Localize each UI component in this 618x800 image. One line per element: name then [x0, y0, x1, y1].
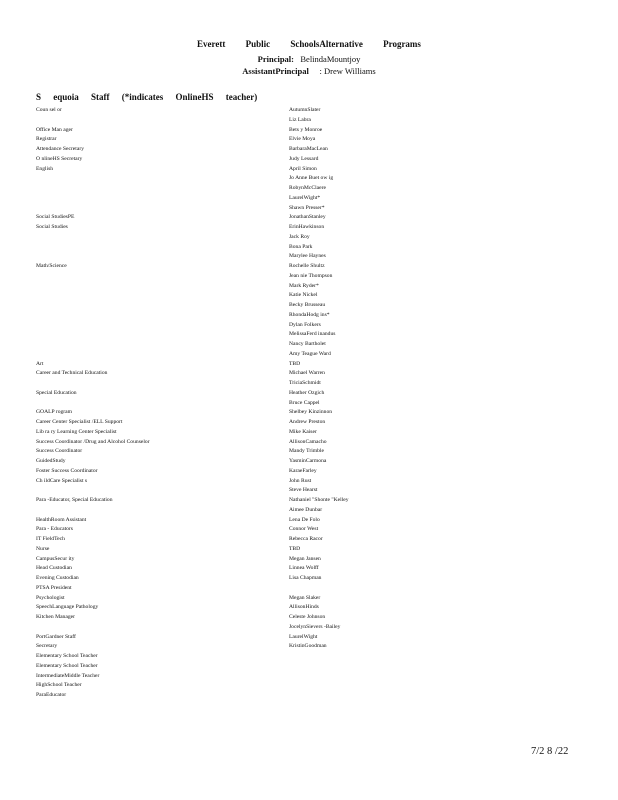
role-row: [36, 486, 150, 496]
role-row: [36, 174, 150, 184]
staff-name-row: Katie Nickel: [289, 292, 318, 299]
role-row: HealthRoom Assistant: [36, 516, 87, 523]
roles-column: [36, 106, 150, 701]
staff-name-row: Aimee Dunbar: [289, 506, 323, 513]
staff-name-row: Liz Labra: [289, 116, 311, 123]
role-row: Social Studies: [36, 224, 68, 230]
staff-name-row: Bruce Cappel: [289, 399, 320, 406]
role-row: Head Custodian: [36, 565, 72, 572]
principal-name: BelindaMountjoy: [300, 54, 361, 64]
staff-name-row: BarbaraMacLean: [289, 146, 328, 152]
staff-name-row: JocelynSievers -Bailey: [289, 623, 341, 630]
role-row: Lib ra ry Learning Center Specialist: [36, 428, 117, 435]
staff-name-row: MelissaFerd inandus: [289, 331, 336, 338]
staff-name-row: Bets y Monroe: [289, 126, 323, 133]
role-row: SpeechLanguage Pathology: [36, 604, 99, 611]
role-row: [36, 623, 150, 633]
staff-name-row: RobynMcClaere: [289, 185, 326, 191]
staff-name-row: Rebecca Racor: [289, 536, 323, 542]
role-row: Attendance Secretary: [36, 146, 84, 152]
role-row: Psychologist: [36, 594, 65, 601]
staff-name-row: Judy Lessard: [289, 155, 319, 162]
role-row: Career and Technical Education: [36, 370, 108, 377]
staff-name-row: TriciaSchmidt: [289, 380, 321, 386]
role-row: [36, 194, 150, 204]
role-row: [36, 272, 150, 282]
role-row: [36, 233, 150, 243]
staff-name-row: Bona Park: [289, 243, 313, 250]
role-row: PortGardner Staff: [36, 633, 76, 640]
staff-name-row: Heather Ozgich: [289, 389, 325, 396]
role-row: ParaEducator: [36, 692, 67, 698]
role-row: [36, 291, 150, 301]
role-row: [36, 282, 150, 292]
role-row: English: [36, 165, 54, 172]
role-row: Special Education: [36, 389, 77, 396]
role-row: Kitchen Manager: [36, 614, 75, 620]
role-row: [36, 379, 150, 389]
staff-name-row: TBD: [289, 360, 301, 367]
staff-name-row: AllisonCamacho: [289, 438, 327, 445]
assistant-principal-name: : Drew Williams: [319, 66, 376, 76]
role-row: Success Coordinator: [36, 448, 83, 455]
role-row: [36, 116, 150, 126]
role-row: Para -Educator, Special Education: [36, 497, 113, 503]
staff-name-row: Mandy Trimble: [289, 448, 324, 455]
staff-name-row: Rochelle Shultz: [289, 263, 325, 269]
staff-name-row: AllisonHinds: [289, 604, 319, 611]
staff-name-row: JonathanStanley: [289, 214, 326, 221]
staff-name-row: Jo Anne Buet ow ig: [289, 175, 334, 182]
staff-name-row: LaurelWight*: [289, 194, 321, 201]
role-row: O nlineHS Secretary: [36, 155, 83, 162]
staff-name-row: Michael Warren: [289, 370, 325, 377]
staff-name-row: Lisa Chapman: [289, 575, 322, 581]
staff-name-row: Jack Roy: [289, 233, 310, 240]
role-row: [36, 321, 150, 331]
staff-name-row: Jean nie Thompson: [289, 272, 333, 279]
role-row: Career Center Specialist /ELL Support: [36, 419, 123, 425]
principal-line: [0, 54, 618, 64]
staff-name-row: YasminCarmona: [289, 458, 327, 464]
staff-name-row: Amy Teague Ward: [289, 350, 331, 357]
role-row: [36, 243, 150, 253]
role-row: Ch ildCare Specialist s: [36, 477, 88, 484]
role-row: PTSA President: [36, 584, 72, 591]
staff-name-row: Shelbey Kinzinnon: [289, 409, 333, 416]
staff-name-row: Elvie Moya: [289, 136, 316, 143]
footer-date: 7/2 8 /22: [531, 746, 569, 757]
role-row: Math/Science: [36, 263, 67, 269]
role-row: [36, 204, 150, 214]
staff-name-row: TBD: [289, 545, 301, 552]
staff-name-row: Dylan Folkers: [289, 321, 321, 328]
role-row: Secretary: [36, 643, 58, 650]
role-row: [36, 399, 150, 409]
role-row: IT FieldTech: [36, 536, 65, 542]
staff-name-row: April Simon: [289, 165, 317, 172]
staff-name-row: Nancy Bartholet: [289, 341, 326, 347]
role-row: [36, 340, 150, 350]
role-row: [36, 252, 150, 262]
role-row: Nurse: [36, 545, 50, 552]
staff-name-row: RhondaHodg ins*: [289, 311, 330, 318]
section-title: S equoia Staff (*indicates OnlineHS teacher): [36, 92, 258, 102]
role-row: Elementary School Teacher: [36, 662, 98, 669]
role-row: Foster Success Coordinator: [36, 467, 98, 474]
staff-name-row: [289, 584, 349, 594]
role-row: Social StudiesPE: [36, 214, 75, 221]
role-row: Para - Educators: [36, 526, 73, 533]
page-title: Everett Public SchoolsAlternative Programs: [197, 39, 421, 49]
staff-name-row: Megan Slaker: [289, 594, 321, 601]
staff-name-row: Mike Kaiser: [289, 428, 317, 435]
role-row: [36, 330, 150, 340]
staff-name-row: John Rust: [289, 477, 312, 484]
staff-name-row: Linnea Wolff: [289, 565, 319, 572]
staff-name-row: AutumnSlater: [289, 107, 321, 113]
staff-name-row: KristinGoodman: [289, 643, 327, 650]
role-row: [36, 311, 150, 321]
role-row: Evening Custodian: [36, 575, 79, 581]
role-row: [36, 506, 150, 516]
staff-name-row: Nathaniel "Shonte "Kelley: [289, 497, 349, 503]
role-row: Success Coordinator /Drug and Alcohol Counselor: [36, 438, 150, 445]
role-row: [36, 350, 150, 360]
names-column: [289, 106, 349, 652]
staff-name-row: Celeste Johnson: [289, 614, 326, 620]
role-row: [36, 301, 150, 311]
staff-name-row: Steve Hearst: [289, 487, 318, 494]
role-row: Registrar: [36, 136, 57, 143]
principal-label: Principal:: [257, 54, 294, 64]
staff-name-row: Connor West: [289, 526, 319, 533]
role-row: Coun sel or: [36, 107, 62, 113]
role-row: IntermediateMiddle Teacher: [36, 672, 100, 679]
role-row: Elementary School Teacher: [36, 653, 98, 659]
role-row: HighSchool Teacher: [36, 682, 82, 689]
staff-name-row: Becky Brusseau: [289, 302, 326, 308]
staff-name-row: ErinHawkinson: [289, 224, 325, 230]
staff-name-row: Andrew Preston: [289, 419, 326, 425]
staff-name-row: Marylee Haynes: [289, 253, 326, 260]
role-row: CampusSecur ity: [36, 555, 75, 562]
staff-name-row: Lena De Folo: [289, 516, 320, 523]
role-row: GOALP rogram: [36, 409, 72, 416]
role-row: [36, 184, 150, 194]
role-row: Office Man ager: [36, 126, 73, 133]
role-row: Art: [36, 360, 44, 367]
staff-name-row: Megan Jansen: [289, 555, 321, 562]
staff-name-row: KaraeFarley: [289, 467, 317, 474]
role-row: GuidedStudy: [36, 458, 66, 464]
assistant-principal-line: [0, 66, 618, 76]
staff-name-row: LaurelWight: [289, 633, 318, 640]
staff-name-row: Shawn Presser*: [289, 204, 325, 211]
staff-name-row: Mark Ryder*: [289, 282, 319, 289]
assistant-principal-label: AssistantPrincipal: [242, 66, 309, 76]
